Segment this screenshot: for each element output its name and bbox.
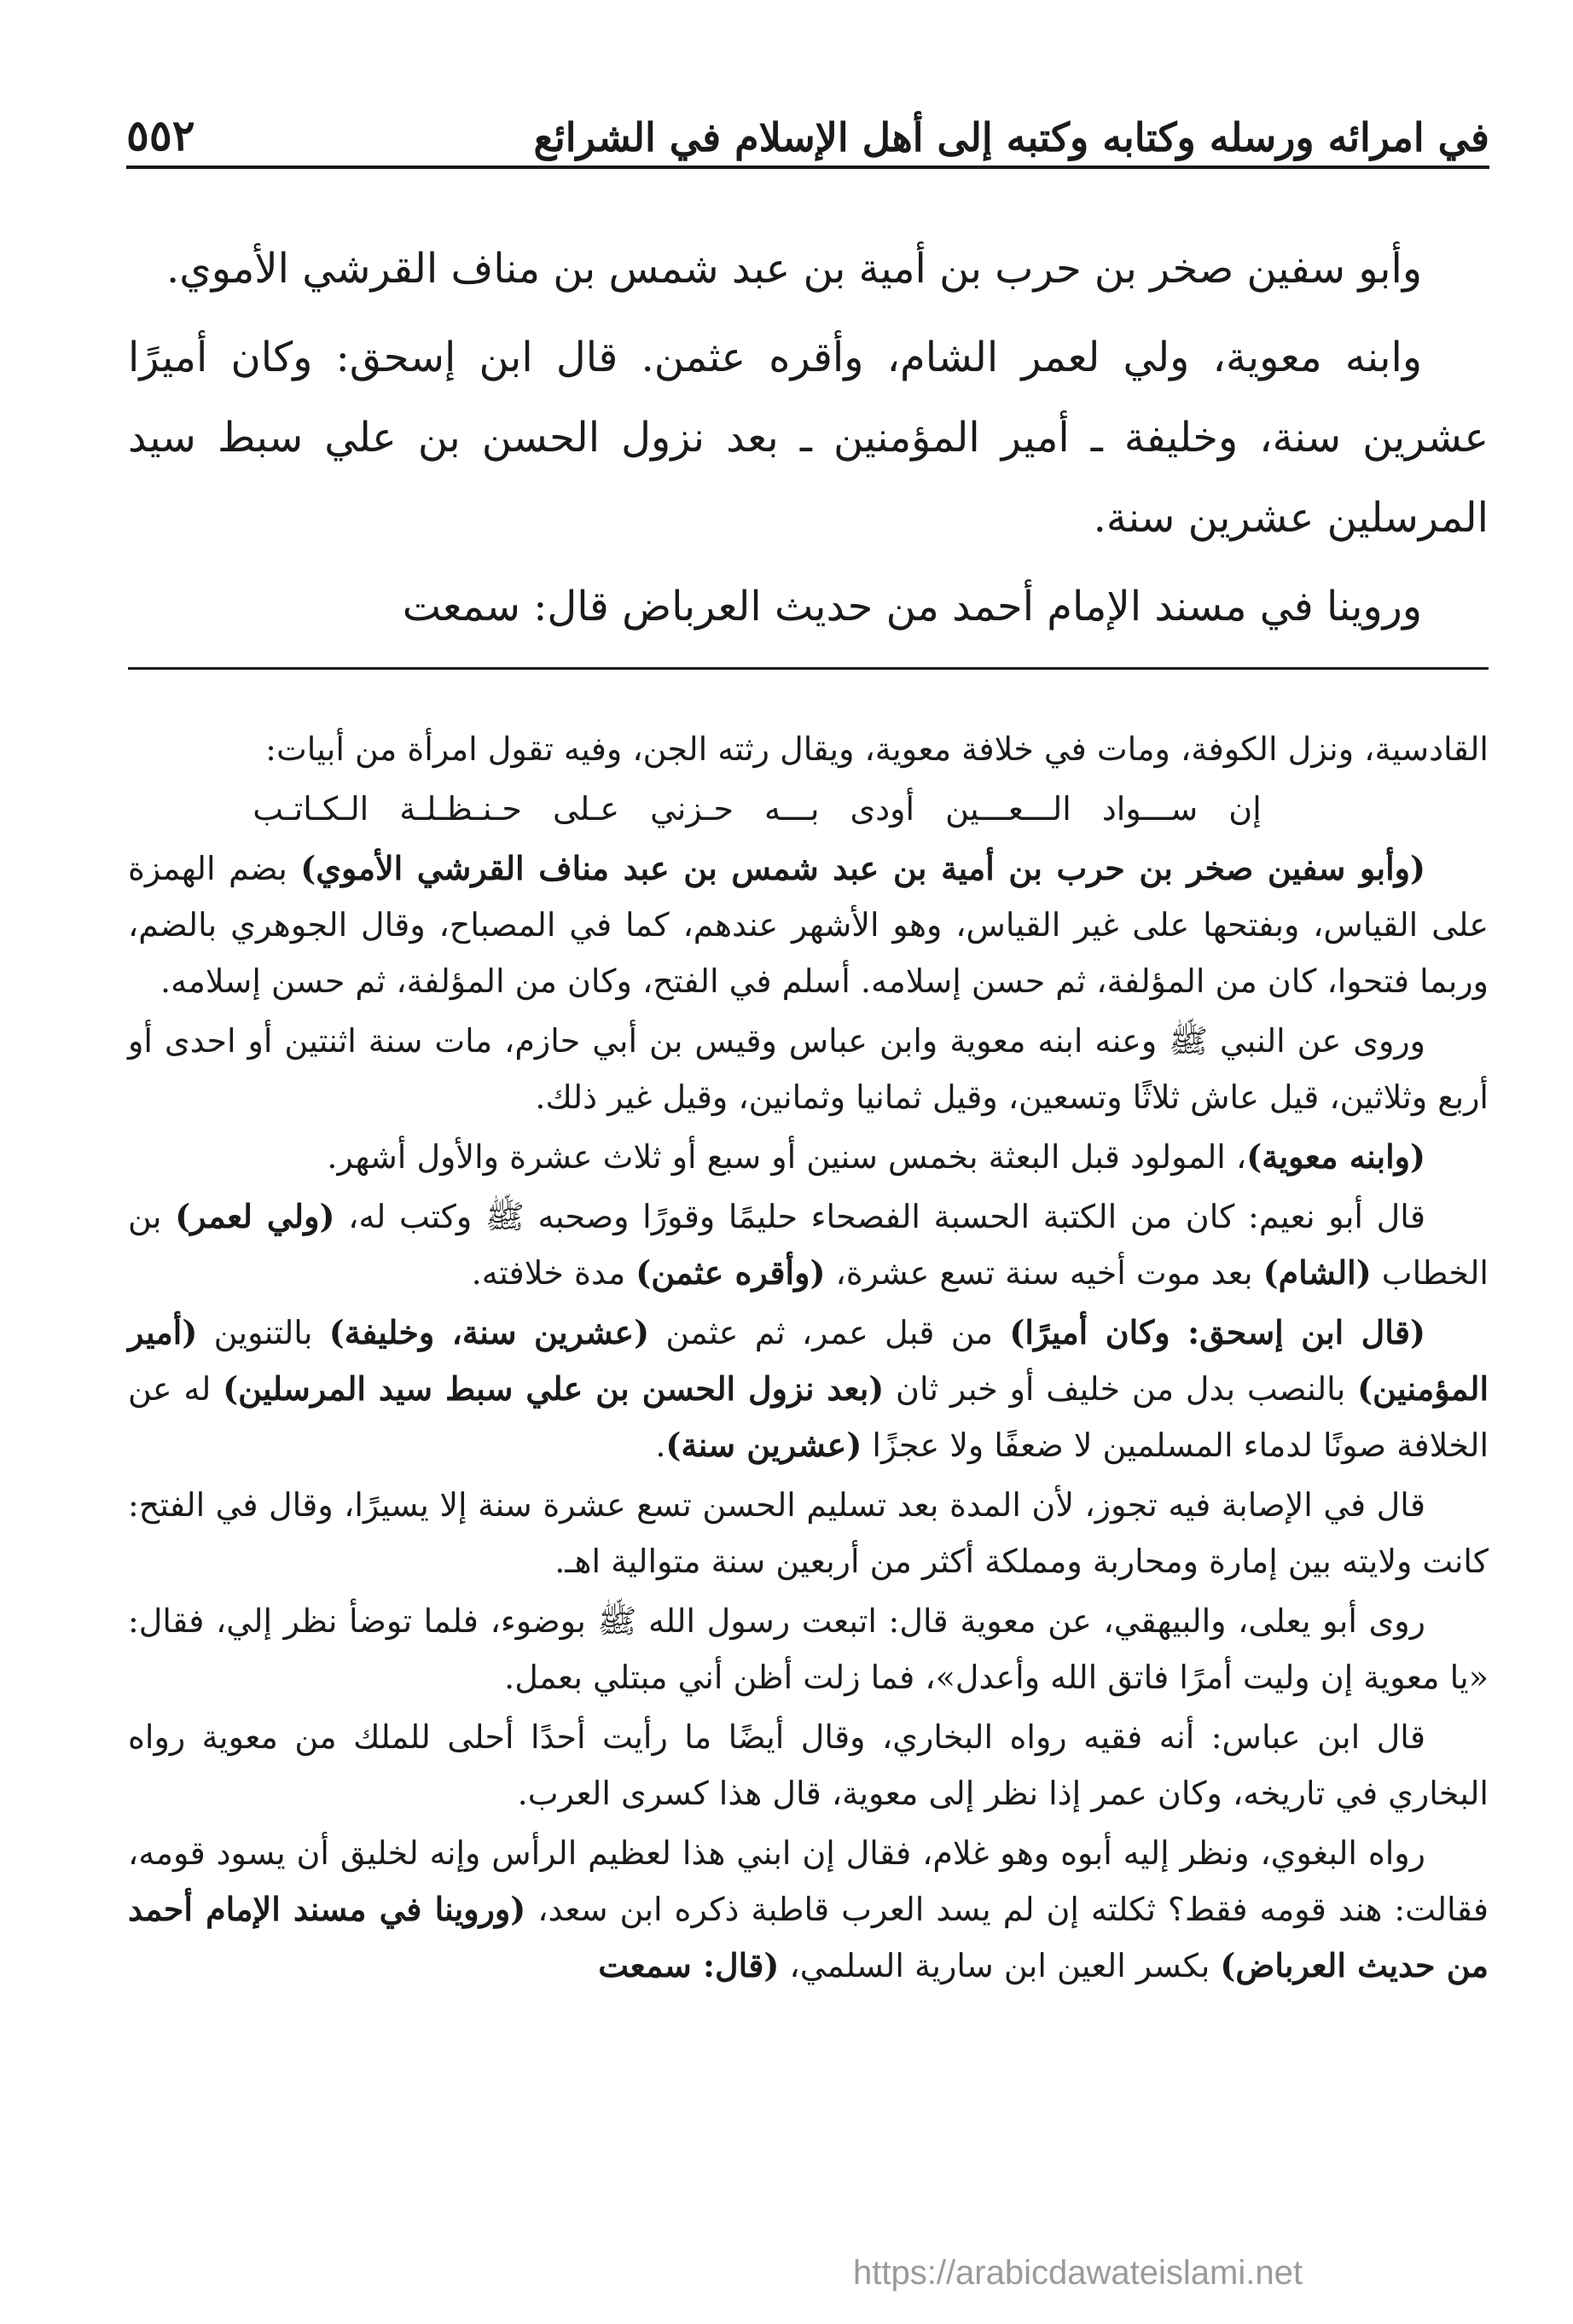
commentary-paragraph-3: وروى عن النبي ﷺ وعنه ابنه معوية وابن عباس وقيس بن أبي حازم، مات سنة اثنتين أو احدى أو أربع وثلاثين، قيل عاش ثلاثًا وتسعين، وقيل ثمانيا وثمانين، وقيل غير ذلك. bbox=[128, 1022, 1489, 1116]
commentary-paragraph-2 bbox=[128, 840, 1489, 1009]
watermark-url: https://arabicdawateislami.net bbox=[853, 2254, 1303, 2292]
commentary-text: بعد موت أخيه سنة تسع عشرة، bbox=[825, 1254, 1263, 1292]
commentary-text: رواه البغوي، ونظر إليه أبوه وهو غلام، فقال إن ابني هذا لعظيم الرأس وإنه لخليق أن يسود قومه، فقالت: هند قومه فقط؟ ثكلته إن لم يسد العرب قاطبة ذكره ابن سعد، bbox=[128, 1834, 1489, 1928]
commentary-paragraph-9: قال ابن عباس: أنه فقيه رواه البخاري، وقال أيضًا ما رأيت أحدًا أحلى للملك من معوية رواه البخاري في تاريخه، وكان عمر إذا نظر إلى معوية، قال هذا كسرى العرب. bbox=[128, 1718, 1489, 1812]
quoted-text: (الشام) bbox=[1262, 1253, 1372, 1292]
commentary-paragraph-8: روى أبو يعلى، والبيهقي، عن معوية قال: اتبعت رسول الله ﷺ بوضوء، فلما توضأ نظر إلي، فقال: «يا معوية إن وليت أمرًا فاتق الله وأعدل»، فما زلت أظن أني مبتلي بعمل. bbox=[128, 1602, 1489, 1696]
header-rule bbox=[126, 166, 1489, 169]
commentary-text: قال أبو نعيم: كان من الكتبة الحسبة الفصحاء حليمًا وقورًا وصحبه ﷺ وكتب له، bbox=[334, 1198, 1425, 1235]
commentary-text: مدة خلافته. bbox=[471, 1254, 636, 1292]
commentary-text: بالنصب بدل من خليف أو خبر ثان bbox=[884, 1370, 1358, 1408]
poetry-verse: إن ســـواد الـــعـــين أودى بـــه حـزني عـلى حـنـظـلـة الـكـاتـب bbox=[252, 790, 1262, 828]
commentary-paragraph-7: قال في الإصابة فيه تجوز، لأن المدة بعد تسليم الحسن تسع عشرة سنة إلا يسيرًا، وقال في الفتح: كانت ولايته بين إمارة ومحاربة ومملكة أكثر من أربعين سنة متوالية اهـ. bbox=[128, 1486, 1489, 1580]
commentary-paragraph-5 bbox=[128, 1188, 1489, 1301]
commentary-text: بكسر العين ابن سارية السلمي، bbox=[779, 1947, 1221, 1984]
quoted-text: (عشرين سنة) bbox=[665, 1426, 862, 1464]
commentary-paragraph-10 bbox=[128, 1825, 1489, 1994]
main-text bbox=[128, 229, 1489, 655]
commentary-text: . bbox=[655, 1426, 666, 1464]
commentary-paragraph-6 bbox=[128, 1304, 1489, 1473]
quoted-text: (ولي لعمر) bbox=[175, 1197, 335, 1235]
quoted-text: (وأبو سفين صخر بن حرب بن أمية بن عبد شمس بن عبد مناف القرشي الأموي) bbox=[300, 849, 1425, 887]
quoted-text: (قال ابن إسحق: وكان أميرًا) bbox=[1009, 1313, 1426, 1351]
main-paragraph-3: وروينا في مسند الإمام أحمد من حديث العرباض قال: سمعت bbox=[402, 583, 1422, 630]
main-paragraph-1: وأبو سفين صخر بن حرب بن أمية بن عبد شمس بن مناف القرشي الأموي. bbox=[165, 245, 1422, 293]
commentary-text: من قبل عمر، ثم عثمن bbox=[649, 1314, 1010, 1351]
quoted-text: (وروينا في مسند الإمام أحمد من حديث العرباض) bbox=[128, 1890, 1489, 1984]
commentary-text: له عن الخلافة صونًا لدماء المسلمين لا ضعفًا ولا عجزًا bbox=[128, 1370, 1489, 1464]
main-paragraph-2: وابنه معوية، ولي لعمر الشام، وأقره عثمن. قال ابن إسحق: وكان أميرًا عشرين سنة، وخليفة ـ أمير المؤمنين ـ بعد نزول الحسن بن علي سبط سيد المرسلين عشرين سنة. bbox=[128, 334, 1489, 542]
page-number: ٥٥٢ bbox=[126, 110, 195, 160]
commentary bbox=[128, 721, 1489, 1997]
commentary-paragraph-1: القادسية، ونزل الكوفة، ومات في خلافة معوية، ويقال رثته الجن، وفيه تقول امرأة من أبيات: bbox=[265, 730, 1489, 768]
footnote-divider bbox=[128, 667, 1489, 670]
commentary-text: بضم الهمزة على القياس، وبفتحها على غير القياس، وهو الأشهر عندهم، كما في المصباح، وقال الجوهري بالضم، وربما فتحوا، كان من المؤلفة، ثم حسن إسلامه. أسلم في الفتح، وكان من المؤلفة، ثم حسن إسلامه. bbox=[128, 850, 1489, 1000]
page-header bbox=[126, 101, 1489, 169]
commentary-paragraph-4 bbox=[128, 1129, 1489, 1185]
quoted-text: (عشرين سنة، وخليفة) bbox=[328, 1313, 650, 1351]
running-title: في امرائه ورسله وكتابه وكتبه إلى أهل الإسلام في الشرائع bbox=[533, 114, 1489, 160]
quoted-text: (بعد نزول الحسن بن علي سبط سيد المرسلين) bbox=[223, 1369, 885, 1408]
commentary-text: ، المولود قبل البعثة بخمس سنين أو سبع أو ثلاث عشرة والأول أشهر. bbox=[327, 1138, 1247, 1176]
quoted-text: (قال: سمعت bbox=[598, 1946, 780, 1984]
quoted-text: (وأقره عثمن) bbox=[636, 1253, 826, 1292]
quoted-text: (وابنه معوية) bbox=[1246, 1137, 1425, 1176]
quoted-text: (أمير المؤمنين) bbox=[128, 1313, 1489, 1408]
commentary-text: بن الخطاب bbox=[128, 1198, 1489, 1292]
commentary-text: بالتنوين bbox=[197, 1314, 329, 1351]
